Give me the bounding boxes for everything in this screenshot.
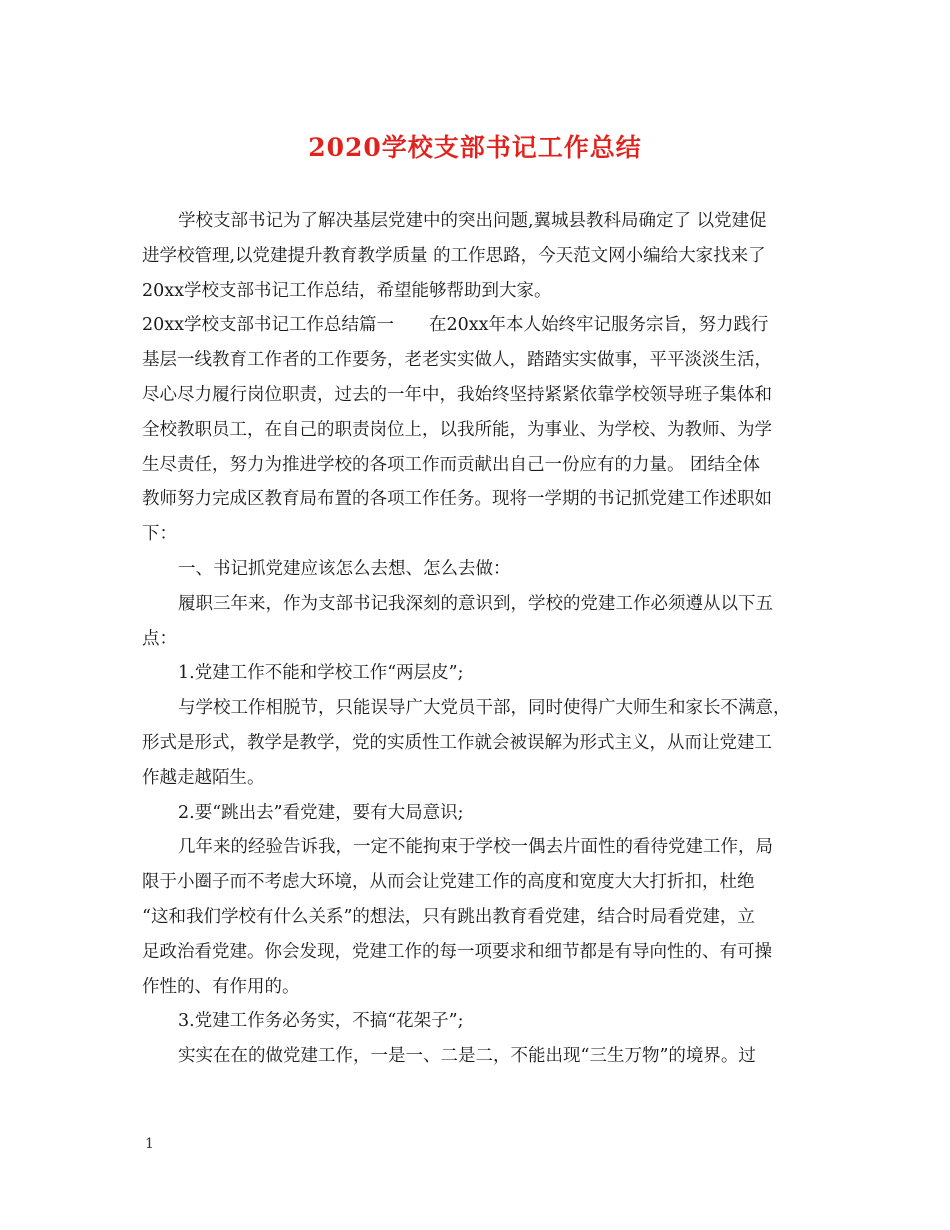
- paragraph-line: 生尽责任，努力为推进学校的各项工作而贡献出自己一份应有的力量。 团结全体: [142, 454, 761, 475]
- paragraph-line: 全校教职员工，在自己的职责岗位上，以我所能，为事业、为学校、为教师、为学: [142, 419, 772, 440]
- paragraph-line: 点：: [142, 628, 177, 649]
- list-item-heading: 2.要“跳出去”看党建，要有大局意识;: [178, 802, 464, 823]
- paragraph-line: 下：: [142, 524, 177, 545]
- paragraph-line: 几年来的经验告诉我，一定不能拘束于学校一偶去片面性的看待党建工作，局: [178, 837, 773, 858]
- paragraph-line: 实实在在的做党建工作，一是一、二是二，不能出现“三生万物”的境界。过: [178, 1046, 756, 1067]
- paragraph-line: 形式是形式，教学是教学，党的实质性工作就会被误解为形式主义，从而让党建工: [142, 732, 772, 753]
- document-title: 2020学校支部书记工作总结: [308, 133, 642, 162]
- paragraph-line: 教师努力完成区教育局布置的各项工作任务。现将一学期的书记抓党建工作述职如: [142, 489, 772, 510]
- paragraph-line: 作性的、有作用的。: [142, 976, 300, 997]
- paragraph-line: 学校支部书记为了解决基层党建中的突出问题,翼城县教科局确定了 以党建促: [178, 211, 767, 231]
- paragraph-line: 履职三年来，作为支部书记我深刻的意识到，学校的党建工作必须遵从以下五: [178, 593, 773, 614]
- list-item-heading: 1.党建工作不能和学校工作“两层皮”;: [178, 663, 464, 684]
- paragraph-line: 尽心尽力履行岗位职责，过去的一年中，我始终坚持紧紧依靠学校领导班子集体和: [142, 384, 772, 405]
- paragraph-line: 作越走越陌生。: [142, 767, 265, 788]
- paragraph-line: “这和我们学校有什么关系”的想法，只有跳出教育看党建，结合时局看党建，立: [142, 906, 755, 927]
- document-body: [142, 204, 814, 1074]
- list-item-heading: 3.党建工作务必务实，不搞“花架子”;: [178, 1011, 464, 1032]
- paragraph-line: 20xx学校支部书记工作总结，希望能够帮助到大家。: [142, 280, 552, 301]
- paragraph-line: 限于小圈子而不考虑大环境，从而会让党建工作的高度和宽度大大打折扣，杜绝: [142, 872, 755, 893]
- paragraph-line: 20xx学校支部书记工作总结篇一 在20xx年本人始终牢记服务宗旨，努力践行: [142, 315, 769, 336]
- paragraph-line: 基层一线教育工作者的工作要务，老老实实做人，踏踏实实做事，平平淡淡生活，: [142, 350, 772, 371]
- paragraph-line: 进学校管理,以党建提升教育教学质量 的工作思路，今天范文网小编给大家找来了: [142, 245, 766, 266]
- paragraph-line: 与学校工作相脱节，只能误导广大党员干部，同时使得广大师生和家长不满意，: [178, 698, 791, 719]
- section-heading: 一、书记抓党建应该怎么去想、怎么去做：: [178, 558, 511, 579]
- page-number: 1: [145, 1136, 154, 1152]
- paragraph-line: 足政治看党建。你会发现，党建工作的每一项要求和细节都是有导向性的、有可操: [142, 941, 772, 962]
